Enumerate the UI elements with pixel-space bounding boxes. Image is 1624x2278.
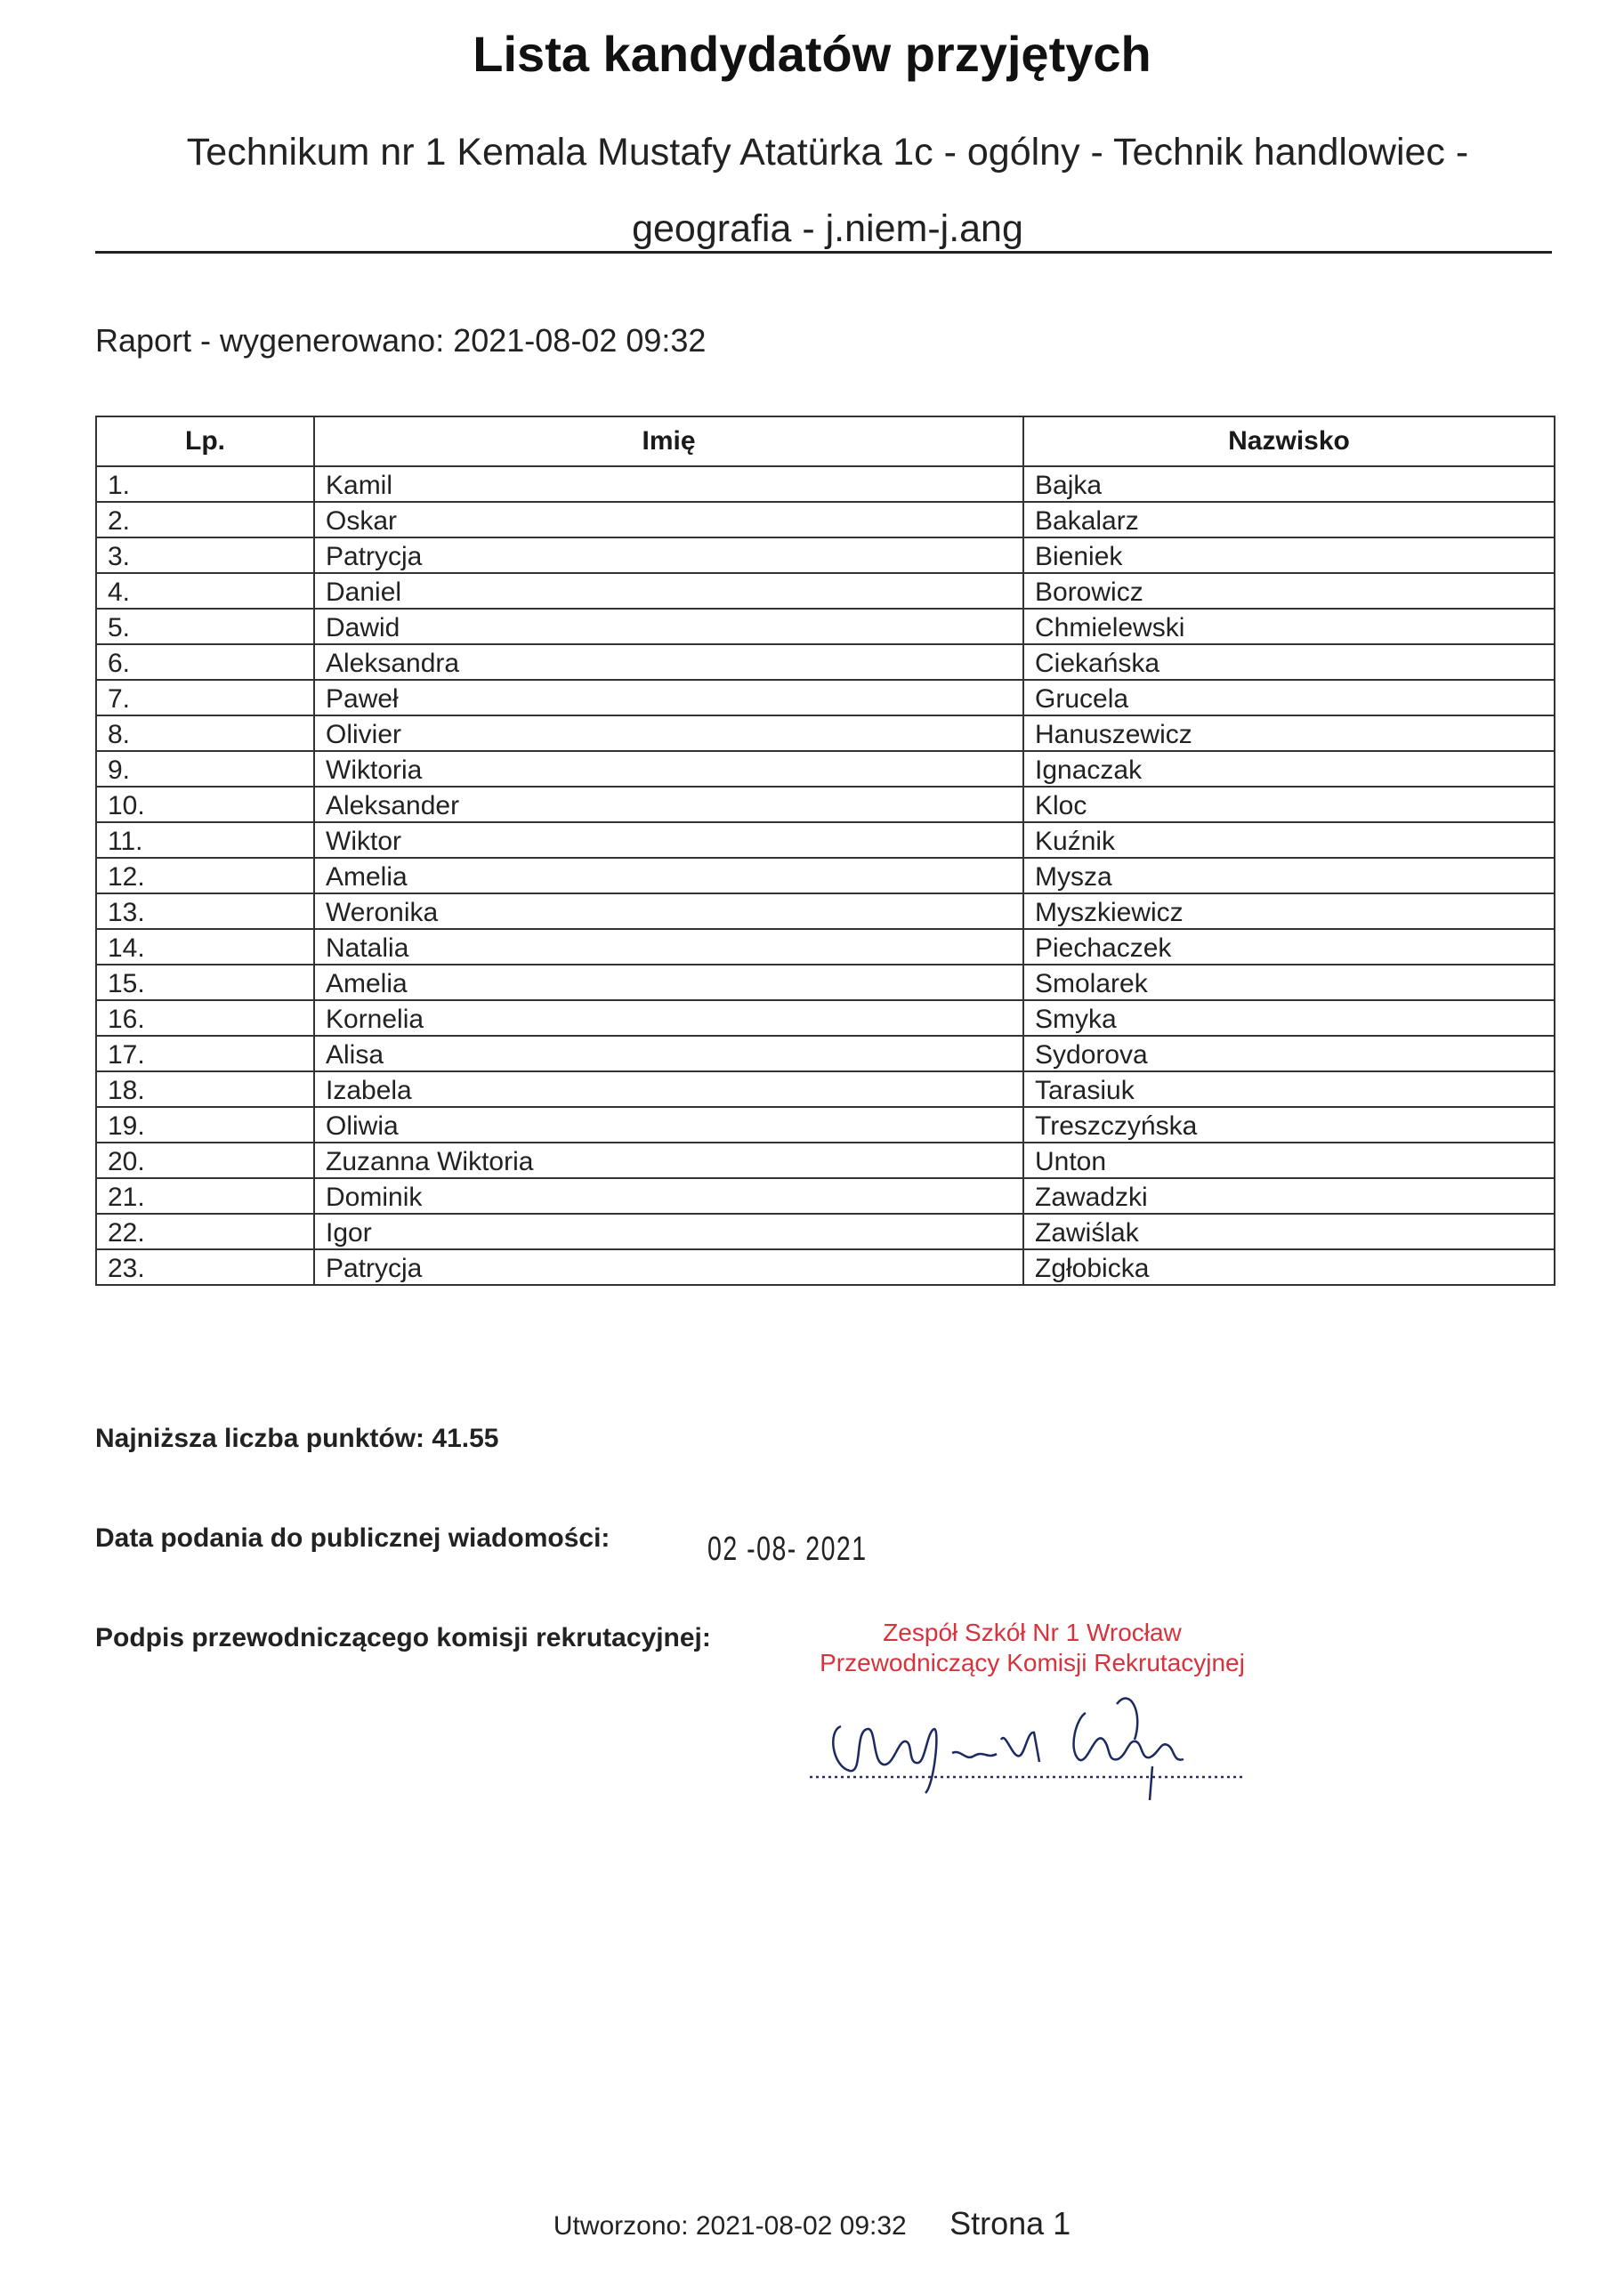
- cell-lp: 21.: [96, 1178, 314, 1214]
- table-row: [96, 1143, 1555, 1178]
- table-row: [96, 715, 1555, 751]
- cell-imie: Daniel: [314, 573, 1023, 609]
- header-lp: Lp.: [96, 416, 314, 466]
- cell-nazwisko: Bieniek: [1023, 537, 1555, 573]
- footer-created: Utworzono: 2021-08-02 09:32: [553, 2211, 907, 2241]
- table-row: [96, 1249, 1555, 1285]
- cell-nazwisko: Ignaczak: [1023, 751, 1555, 787]
- table-row: [96, 1178, 1555, 1214]
- cell-nazwisko: Smyka: [1023, 1000, 1555, 1036]
- cell-lp: 4.: [96, 573, 314, 609]
- cell-lp: 15.: [96, 965, 314, 1000]
- cell-lp: 10.: [96, 787, 314, 822]
- cell-imie: Igor: [314, 1214, 1023, 1249]
- header-imie: Imię: [314, 416, 1023, 466]
- table-row: [96, 1000, 1555, 1036]
- cell-nazwisko: Tarasiuk: [1023, 1071, 1555, 1107]
- table-row: [96, 1071, 1555, 1107]
- table-row: [96, 751, 1555, 787]
- cell-lp: 19.: [96, 1107, 314, 1143]
- table-row: [96, 609, 1555, 644]
- cell-imie: Alisa: [314, 1036, 1023, 1071]
- cell-nazwisko: Chmielewski: [1023, 609, 1555, 644]
- cell-nazwisko: Sydorova: [1023, 1036, 1555, 1071]
- cell-lp: 8.: [96, 715, 314, 751]
- cell-imie: Amelia: [314, 858, 1023, 893]
- cell-lp: 18.: [96, 1071, 314, 1107]
- page-title: Lista kandydatów przyjętych: [473, 26, 1151, 82]
- page-subtitle: [133, 114, 1522, 267]
- cell-lp: 13.: [96, 893, 314, 929]
- cell-nazwisko: Zawiślak: [1023, 1214, 1555, 1249]
- cell-nazwisko: Hanuszewicz: [1023, 715, 1555, 751]
- table-row: [96, 1107, 1555, 1143]
- cell-nazwisko: Myszkiewicz: [1023, 893, 1555, 929]
- cell-nazwisko: Borowicz: [1023, 573, 1555, 609]
- cell-imie: Natalia: [314, 929, 1023, 965]
- table-header-row: [96, 416, 1555, 466]
- cell-nazwisko: Piechaczek: [1023, 929, 1555, 965]
- footer-page-number: Strona 1: [949, 2205, 1071, 2242]
- cell-imie: Olivier: [314, 715, 1023, 751]
- cell-imie: Weronika: [314, 893, 1023, 929]
- table-row: [96, 1036, 1555, 1071]
- cell-imie: Dawid: [314, 609, 1023, 644]
- cell-lp: 5.: [96, 609, 314, 644]
- cell-lp: 9.: [96, 751, 314, 787]
- publication-date-label: Data podania do publicznej wiadomości:: [95, 1523, 610, 1553]
- cell-lp: 20.: [96, 1143, 314, 1178]
- stamp-line-1: Zespół Szkół Nr 1 Wrocław: [883, 1619, 1182, 1646]
- cell-imie: Patrycja: [314, 537, 1023, 573]
- table-row: [96, 893, 1555, 929]
- table-row: [96, 644, 1555, 680]
- table-body: [96, 466, 1555, 1285]
- cell-nazwisko: Zgłobicka: [1023, 1249, 1555, 1285]
- school-stamp: [801, 1618, 1264, 1678]
- subtitle-line-2: geografia - j.niem-j.ang: [632, 207, 1023, 250]
- table-row: [96, 965, 1555, 1000]
- table-row: [96, 929, 1555, 965]
- candidates-table: [95, 416, 1555, 1286]
- min-points: Najniższa liczba punktów: 41.55: [95, 1424, 499, 1453]
- table-row: [96, 1214, 1555, 1249]
- handwritten-signature: [801, 1677, 1264, 1802]
- cell-lp: 17.: [96, 1036, 314, 1071]
- subtitle-line-1: Technikum nr 1 Kemala Mustafy Atatürka 1c - ogólny - Technik handlowiec -: [186, 131, 1469, 174]
- header-divider: [95, 251, 1552, 254]
- cell-imie: Oskar: [314, 502, 1023, 537]
- table-row: [96, 822, 1555, 858]
- candidates-table-wrap: [95, 416, 1554, 1286]
- cell-lp: 16.: [96, 1000, 314, 1036]
- cell-nazwisko: Grucela: [1023, 680, 1555, 715]
- cell-nazwisko: Treszczyńska: [1023, 1107, 1555, 1143]
- cell-imie: Aleksander: [314, 787, 1023, 822]
- cell-lp: 7.: [96, 680, 314, 715]
- table-row: [96, 466, 1555, 502]
- report-generated: Raport - wygenerowano: 2021-08-02 09:32: [95, 322, 707, 359]
- page-footer: [0, 2205, 1624, 2242]
- publication-date-stamp: 02 -08- 2021: [707, 1531, 868, 1568]
- cell-lp: 2.: [96, 502, 314, 537]
- cell-imie: Oliwia: [314, 1107, 1023, 1143]
- cell-imie: Zuzanna Wiktoria: [314, 1143, 1023, 1178]
- cell-nazwisko: Kuźnik: [1023, 822, 1555, 858]
- cell-lp: 14.: [96, 929, 314, 965]
- cell-nazwisko: Bajka: [1023, 466, 1555, 502]
- cell-lp: 22.: [96, 1214, 314, 1249]
- table-row: [96, 680, 1555, 715]
- cell-imie: Izabela: [314, 1071, 1023, 1107]
- cell-imie: Amelia: [314, 965, 1023, 1000]
- cell-lp: 11.: [96, 822, 314, 858]
- cell-imie: Wiktor: [314, 822, 1023, 858]
- table-row: [96, 573, 1555, 609]
- cell-nazwisko: Bakalarz: [1023, 502, 1555, 537]
- table-row: [96, 787, 1555, 822]
- cell-imie: Paweł: [314, 680, 1023, 715]
- cell-lp: 12.: [96, 858, 314, 893]
- table-row: [96, 537, 1555, 573]
- cell-nazwisko: Zawadzki: [1023, 1178, 1555, 1214]
- cell-nazwisko: Smolarek: [1023, 965, 1555, 1000]
- table-row: [96, 858, 1555, 893]
- cell-imie: Aleksandra: [314, 644, 1023, 680]
- cell-nazwisko: Unton: [1023, 1143, 1555, 1178]
- cell-imie: Dominik: [314, 1178, 1023, 1214]
- cell-lp: 1.: [96, 466, 314, 502]
- stamp-line-2: Przewodniczący Komisji Rekrutacyjnej: [820, 1649, 1245, 1676]
- cell-imie: Wiktoria: [314, 751, 1023, 787]
- cell-lp: 6.: [96, 644, 314, 680]
- cell-lp: 23.: [96, 1249, 314, 1285]
- cell-imie: Kornelia: [314, 1000, 1023, 1036]
- cell-nazwisko: Mysza: [1023, 858, 1555, 893]
- cell-nazwisko: Kloc: [1023, 787, 1555, 822]
- table-row: [96, 502, 1555, 537]
- cell-imie: Patrycja: [314, 1249, 1023, 1285]
- header-nazwisko: Nazwisko: [1023, 416, 1555, 466]
- cell-nazwisko: Ciekańska: [1023, 644, 1555, 680]
- cell-lp: 3.: [96, 537, 314, 573]
- cell-imie: Kamil: [314, 466, 1023, 502]
- signature-label: Podpis przewodniczącego komisji rekrutacyjnej:: [95, 1623, 711, 1652]
